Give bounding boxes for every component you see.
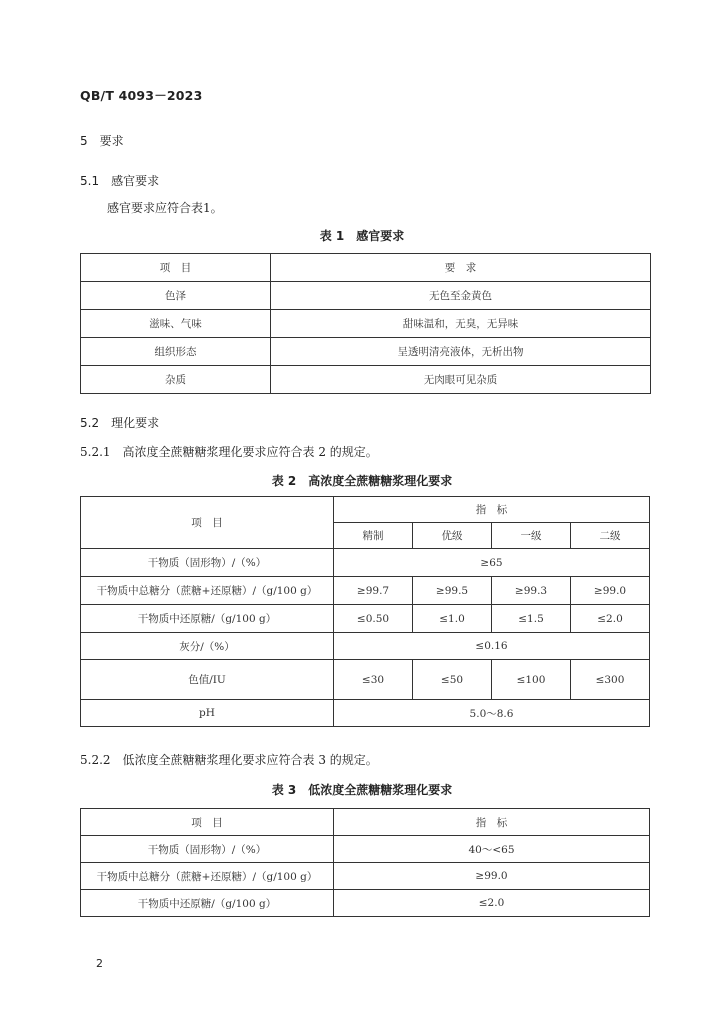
table-row — [81, 310, 651, 338]
row-item: 色泽 — [81, 282, 271, 310]
table-row — [81, 549, 650, 577]
header-indicator: 指 标 — [334, 497, 650, 523]
row-value: ≤300 — [571, 660, 650, 700]
row-requirement: 无色至金黄色 — [271, 282, 651, 310]
header-grade: 优级 — [413, 523, 492, 549]
header-grade: 二级 — [571, 523, 650, 549]
header-indicator: 指 标 — [334, 809, 650, 836]
row-value: ≤100 — [492, 660, 571, 700]
row-value: ≤30 — [334, 660, 413, 700]
table-row — [81, 700, 650, 727]
row-value: ≥99.5 — [413, 577, 492, 605]
row-requirement: 甜味温和，无臭，无异味 — [271, 310, 651, 338]
row-item: 组织形态 — [81, 338, 271, 366]
sensory-requirements-table — [80, 253, 651, 394]
table-1-title: 表 1 感官要求 — [319, 229, 405, 243]
section-5-1-text: 感官要求应符合表1。 — [107, 201, 223, 215]
table-row — [81, 338, 651, 366]
row-value: ≤0.50 — [334, 605, 413, 633]
row-value: ≤2.0 — [334, 890, 650, 917]
row-item: 干物质中总糖分（蔗糖+还原糖）/（g/100 g） — [81, 577, 334, 605]
table-header-row — [81, 497, 650, 523]
table-row — [81, 282, 651, 310]
section-5-2-2-text: 5.2.2 低浓度全蔗糖糖浆理化要求应符合表 3 的规定。 — [80, 753, 378, 767]
row-value: 5.0～8.6 — [334, 700, 650, 727]
row-item: 干物质中还原糖/（g/100 g） — [81, 605, 334, 633]
row-item: 干物质中总糖分（蔗糖+还原糖）/（g/100 g） — [81, 863, 334, 890]
table-2-title: 表 2 高浓度全蔗糖糖浆理化要求 — [271, 474, 453, 488]
table-row — [81, 836, 650, 863]
row-item: 干物质（固形物）/（%） — [81, 836, 334, 863]
section-5-2-heading: 5.2 理化要求 — [80, 416, 160, 430]
table-header-row — [81, 809, 650, 836]
row-value: ≤1.5 — [492, 605, 571, 633]
table-header-row — [81, 254, 651, 282]
high-concentration-table — [80, 496, 650, 727]
row-item: 滋味、气味 — [81, 310, 271, 338]
row-requirement: 呈透明清亮液体，无析出物 — [271, 338, 651, 366]
document-code: QB/T 4093－2023 — [80, 88, 203, 103]
page-number: 2 — [96, 957, 103, 970]
table-row — [81, 577, 650, 605]
section-5-heading: 5 要求 — [80, 134, 124, 148]
row-value: ≤2.0 — [571, 605, 650, 633]
row-value: ≤50 — [413, 660, 492, 700]
row-value: ≥65 — [334, 549, 650, 577]
table-row — [81, 863, 650, 890]
table-row — [81, 660, 650, 700]
table-row — [81, 605, 650, 633]
row-item: 干物质（固形物）/（%） — [81, 549, 334, 577]
row-value: 40～<65 — [334, 836, 650, 863]
row-value: ≤0.16 — [334, 633, 650, 660]
table-row — [81, 366, 651, 394]
row-item: pH — [81, 700, 334, 727]
header-item: 项 目 — [81, 497, 334, 549]
row-item: 杂质 — [81, 366, 271, 394]
row-value: ≥99.0 — [334, 863, 650, 890]
header-grade: 一级 — [492, 523, 571, 549]
row-item: 灰分/（%） — [81, 633, 334, 660]
row-value: ≥99.0 — [571, 577, 650, 605]
section-5-1-heading: 5.1 感官要求 — [80, 174, 160, 188]
header-grade: 精制 — [334, 523, 413, 549]
row-item: 干物质中还原糖/（g/100 g） — [81, 890, 334, 917]
table-3-title: 表 3 低浓度全蔗糖糖浆理化要求 — [271, 783, 453, 797]
section-5-2-1-text: 5.2.1 高浓度全蔗糖糖浆理化要求应符合表 2 的规定。 — [80, 445, 378, 459]
row-item: 色值/IU — [81, 660, 334, 700]
low-concentration-table — [80, 808, 650, 917]
header-requirement: 要 求 — [271, 254, 651, 282]
row-value: ≥99.7 — [334, 577, 413, 605]
table-row — [81, 633, 650, 660]
header-item: 项 目 — [81, 809, 334, 836]
row-requirement: 无肉眼可见杂质 — [271, 366, 651, 394]
row-value: ≥99.3 — [492, 577, 571, 605]
header-item: 项 目 — [81, 254, 271, 282]
row-value: ≤1.0 — [413, 605, 492, 633]
table-row — [81, 890, 650, 917]
